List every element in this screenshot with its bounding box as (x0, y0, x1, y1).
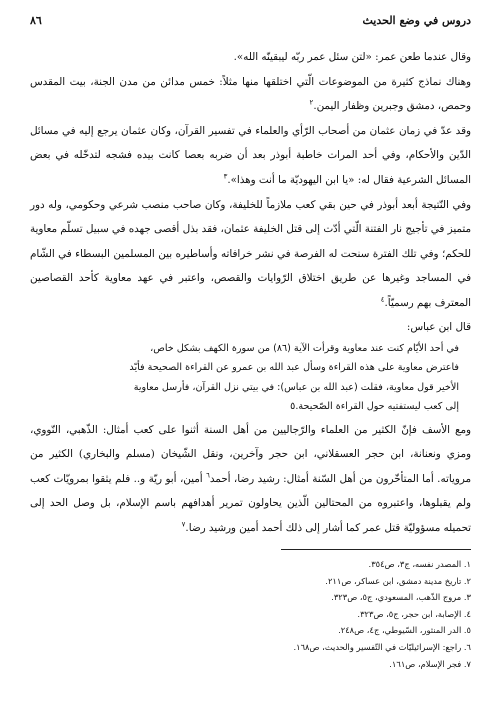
footnote: ٥. الدر المنثور، السّيوطي، ج٤، ص٢٤٨. (338, 625, 471, 636)
footnotes (30, 556, 471, 672)
quote-line: فاعترض معاوية على هذه القراءة وسأل عبد الله بن عمرو عن القراءة الصحيحة فأيّد (129, 362, 459, 374)
footnote: ٢. تاريخ مدينة دمشق، ابن عساكر، ص٢١١. (325, 575, 471, 586)
paragraph-4 (30, 193, 471, 316)
text-line: الذّهبي، النّووي، ومزي ونعنانة، ابن حجر العسقلاني، ابن حجر وآخرين، ونقل الشّيخان (30, 423, 471, 461)
text-line: يحاولون تمرير أهدافهم باسم الإسلام، بل وصل الحد إلى تحميله مسؤوليّة قتل عمر كما (30, 497, 471, 534)
text-line: (مسلم والبخاري) الكثير من مروياته. أما المتأخّرون من أهل السّنة أمثال: رشيد رضا، أحمد (30, 448, 471, 485)
footnote: ٤. الإصابة، ابن حجر، ج٥، ص٣٢٣. (357, 608, 471, 619)
text-line: وفي النّتيجة أبعد أبوذر في حين بقي كعب ملازماً للخليفة، وكان صاحب منصب شرعي (108, 198, 471, 211)
paragraph-5 (30, 418, 471, 541)
text-line: أمين، أبو ريّة و.. فلم يثقوا بمرويّات كعب ولم يقبلوها، واعتبروه من المحتالين الّذين (30, 472, 471, 510)
text-line: وقال عندما طعن عمر: «لتن سئل عمر ربّه ليبقينّه الله». (233, 51, 471, 63)
paragraph-1 (30, 45, 471, 70)
text-line: الجنة، بيت المقدس وحمص، دمشق وجبرين وظفار اليمن. (30, 75, 471, 113)
quote-line: الأخير قول معاوية، فقلت (عبد الله بن عباس): في بيتي نزل القرآن، فأرسل معاوية (133, 381, 459, 393)
text-line: كانت بيده فشجه لتدخّله في بعض المسائل الشرعية فقال له: «يا ابن اليهوديّة ما أنت وهذا». (30, 149, 471, 186)
paragraph-2 (30, 70, 471, 119)
text-line: خرافاته وأساطيره بين المسلمين البسطاء في الشّام في المساجد وغيرها عن طريق اختلاق (30, 247, 471, 285)
text-line: يرجع إليه في مسائل الدّين والأحكام، وفي أحد المرات خاطبة أبوذر بعد أن ضربه بعصا (30, 124, 472, 162)
text-line: أشار إلى ذلك أحمد أمين ورشيد رضا. (185, 521, 343, 534)
footnote-ref: ٦ (206, 471, 210, 480)
footnote-ref: ٤ (380, 295, 385, 304)
footnote: ٣. مروج الذّهب، المسعودي، ج٥، ص٣٢٣. (331, 592, 471, 603)
running-header (30, 14, 471, 31)
footnote-ref: ٧ (181, 520, 186, 529)
text-line: ومع الأسف فإنّ الكثير من العلماء والرّجاليين من أهل السنة أثنوا على كعب أمثال: (102, 423, 472, 436)
text-line: وحكومي، وله دور متميز في تأجيج نار الفتنة الّتي أدّت إلى قتل الخليفة عثمان، فقد بذل (30, 198, 472, 236)
text-line: الرّوايات والقصص، واعتبر في عهد معاوية كأحد القصاصين المعترف بهم رسميّاً. (30, 272, 471, 309)
quote-line: إلى كعب ليستفتيه حول القراءة الصّحيحة.٥ (290, 401, 459, 413)
footnote-divider (281, 549, 471, 550)
footnote: ٦. راجع: الإسرائيليّات في التّفسير والحديث، ص١٦٨. (293, 641, 471, 652)
text-line: وهناك نماذج كثيرة من الموضوعات الّتي اختلقها منها مثلاً: خمس مدائن من مدن (119, 75, 471, 88)
main-text (30, 45, 471, 541)
page-number: ٨٦ (30, 14, 42, 27)
quote-block (30, 339, 471, 417)
paragraph-3 (30, 119, 471, 193)
running-title: دروس في وضع الحديث (362, 14, 471, 27)
quote-line: في أحد الأيّام كنت عند معاوية وقرأت الآية (٨٦) من سورة الكهف بشكل خاص، (150, 342, 459, 354)
quote-label: قال ابن عباس: (406, 320, 471, 333)
footnote-ref: ٢ (309, 98, 314, 107)
footnote-ref: ٥ (290, 401, 296, 413)
text-line: أقصى جهده في سبيل تسلّم معاوية للحكم؛ وفي تلك الفترة سنحت له الفرصة في نشر (30, 223, 471, 260)
book-page (30, 14, 472, 669)
footnote: ٧. فجر الإسلام، ص١٦١. (389, 658, 471, 669)
footnote: ١. المصدر نفسه، ج٣، ص٣٥٤. (368, 559, 471, 569)
footnote-ref: ٣ (223, 172, 228, 181)
text-line: وقد عدّ في زمان عثمان من أصحاب الرّأي والعلماء في تفسير القرآن، وكان عثمان (121, 124, 471, 137)
